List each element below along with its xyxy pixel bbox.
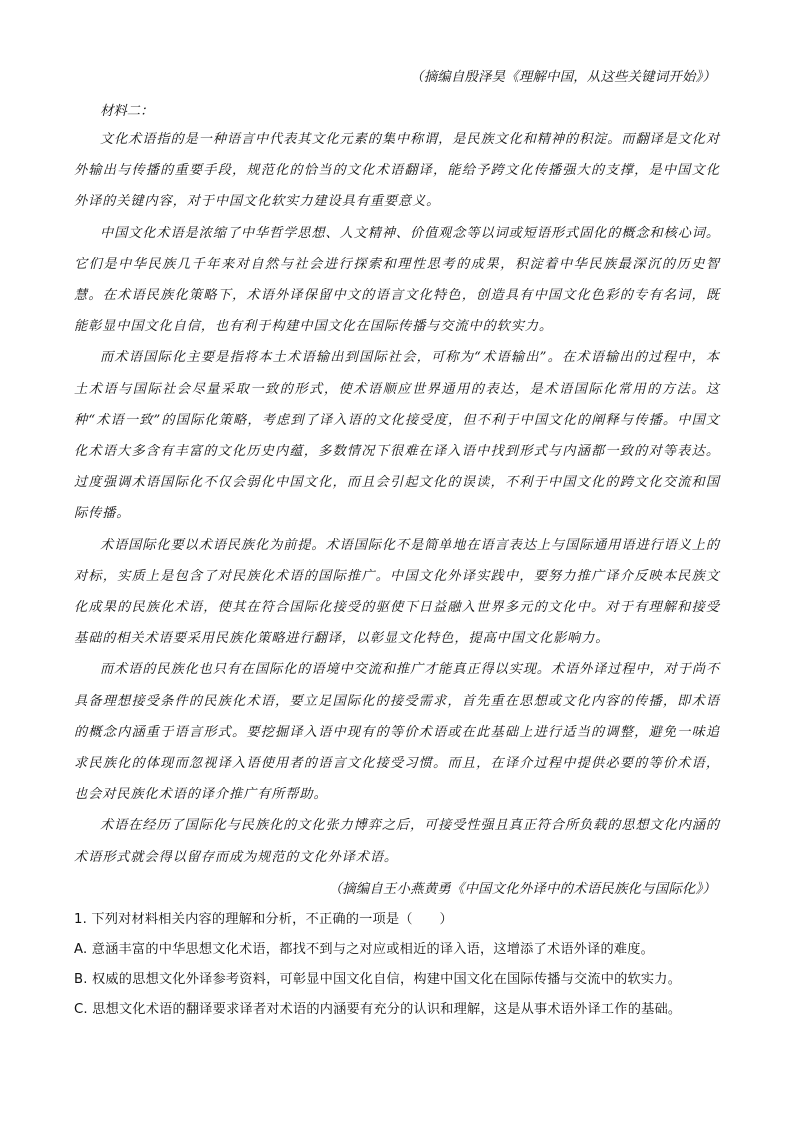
paragraph: 而术语的民族化也只有在国际化的语境中交流和推广才能真正得以实现。术语外译过程中，对于尚不具备理想接受条件的民族化术语，要立足国际化的接受需求，首先重在思想或文化内容的传播，即术语的概念内涵重于语言形式。要挖掘译入语中现有的等价术语或在此基础上进行适当的调整，避免一味追求民族化的体现而忽视译入语使用者的语言文化接受习惯。而且，在译介过程中提供必要的等价术语，也会对民族化术语的译介推广有所帮助。 xyxy=(74,662,720,803)
paragraph: 术语在经历了国际化与民族化的文化张力博弈之后，可接受性强且真正符合所负载的思想文化内涵的术语形式就会得以留存而成为规范的文化外译术语。 xyxy=(74,818,720,865)
source-citation-top: （摘编自殷泽昊《理解中国，从这些关键词开始》） xyxy=(410,70,716,85)
option-c: C. 思想文化术语的翻译要求译者对术语的内涵要有充分的认识和理解，这是从事术语外译工作的基础。 xyxy=(74,1002,682,1017)
paragraph: 而术语国际化主要是指将本土术语输出到国际社会，可称为“术语输出”。在术语输出的过程中，本土术语与国际社会尽量采取一致的形式，使术语顺应世界通用的表达，是术语国际化常用的方法。这种“术语一致”的国际化策略，考虑到了译入语的文化接受度，但不利于中国文化的阐释与传播。中国文化术语大多含有丰富的文化历史内蕴，多数情况下很难在译入语中找到形式与内涵都一致的对等表达。过度强调术语国际化不仅会弱化中国文化，而且会引起文化的误读，不利于中国文化的跨文化交流和国际传播。 xyxy=(74,350,720,522)
option-b: B. 权威的思想文化外译参考资料，可彰显中国文化自信，构建中国文化在国际传播与交流中的软实力。 xyxy=(74,972,682,987)
material-heading: 材料二： xyxy=(100,104,154,119)
paragraph: 术语国际化要以术语民族化为前提。术语国际化不是简单地在语言表达上与国际通用语进行语义上的对标，实质上是包含了对民族化术语的国际推广。中国文化外译实践中，要努力推广译介反映本民族文化成果的民族化术语，使其在符合国际化接受的驱使下日益融入世界多元的文化中。对于有理解和接受基础的相关术语要采用民族化策略进行翻译，以彰显文化特色，提高中国文化影响力。 xyxy=(74,537,720,647)
question-stem: 1. 下列对材料相关内容的理解和分析，不正确的一项是（ ） xyxy=(74,912,453,927)
material-body xyxy=(74,124,720,873)
question-block xyxy=(74,905,734,1025)
source-citation-bottom: （摘编自王小燕黄勇《中国文化外译中的术语民族化与国际化》） xyxy=(328,882,716,897)
paragraph: 文化术语指的是一种语言中代表其文化元素的集中称谓，是民族文化和精神的积淀。而翻译是文化对外输出与传播的重要手段，规范化的恰当的文化术语翻译，能给予跨文化传播强大的支撑，是中国文化外译的关键内容，对于中国文化软实力建设具有重要意义。 xyxy=(74,132,720,210)
paragraph: 中国文化术语是浓缩了中华哲学思想、人文精神、价值观念等以词或短语形式固化的概念和核心词。它们是中华民族几千年来对自然与社会进行探索和理性思考的成果，积淀着中华民族最深沉的历史智慧。在术语民族化策略下，术语外译保留中文的语言文化特色，创造具有中国文化色彩的专有名词，既能彰显中国文化自信，也有利于构建中国文化在国际传播与交流中的软实力。 xyxy=(74,225,720,335)
option-a: A. 意涵丰富的中华思想文化术语，都找不到与之对应或相近的译入语，这增添了术语外译的难度。 xyxy=(74,942,655,957)
